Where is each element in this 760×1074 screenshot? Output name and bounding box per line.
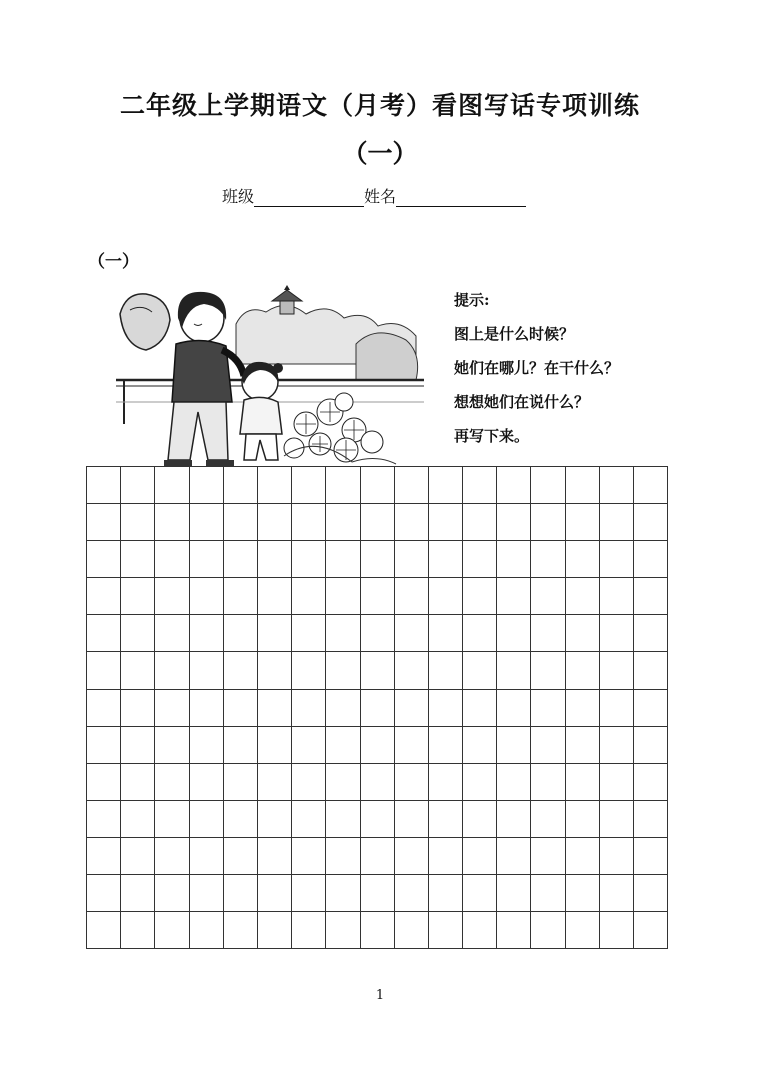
worksheet-title: 二年级上学期语文（月考）看图写话专项训练: [119, 91, 640, 120]
grid-cell[interactable]: [121, 541, 155, 578]
grid-row: [87, 689, 668, 726]
grid-row: [87, 837, 668, 874]
grid-cell[interactable]: [565, 689, 599, 726]
grid-cell[interactable]: [87, 578, 121, 615]
grid-cell[interactable]: [634, 615, 668, 652]
grid-cell[interactable]: [634, 800, 668, 837]
grid-cell[interactable]: [326, 837, 360, 874]
grid-cell[interactable]: [257, 467, 291, 504]
grid-cell[interactable]: [463, 763, 497, 800]
grid-cell[interactable]: [565, 726, 599, 763]
grid-cell[interactable]: [87, 652, 121, 689]
grid-cell[interactable]: [121, 837, 155, 874]
grid-cell[interactable]: [428, 726, 462, 763]
grid-cell[interactable]: [189, 800, 223, 837]
grid-cell[interactable]: [121, 800, 155, 837]
grid-cell[interactable]: [634, 467, 668, 504]
grid-cell[interactable]: [394, 467, 428, 504]
grid-cell[interactable]: [599, 837, 633, 874]
grid-cell[interactable]: [634, 763, 668, 800]
grid-cell[interactable]: [634, 726, 668, 763]
grid-cell[interactable]: [394, 541, 428, 578]
grid-cell[interactable]: [394, 689, 428, 726]
grid-cell[interactable]: [565, 541, 599, 578]
grid-cell[interactable]: [463, 615, 497, 652]
grid-cell[interactable]: [257, 541, 291, 578]
grid-cell[interactable]: [223, 763, 257, 800]
grid-cell[interactable]: [463, 541, 497, 578]
grid-cell[interactable]: [428, 837, 462, 874]
grid-cell[interactable]: [565, 467, 599, 504]
grid-cell[interactable]: [565, 504, 599, 541]
hints-box: [454, 283, 619, 453]
grid-cell[interactable]: [87, 504, 121, 541]
grid-cell[interactable]: [326, 800, 360, 837]
grid-cell[interactable]: [189, 615, 223, 652]
grid-cell[interactable]: [87, 875, 121, 912]
grid-cell[interactable]: [565, 912, 599, 949]
grid-cell[interactable]: [189, 578, 223, 615]
grid-cell[interactable]: [121, 467, 155, 504]
grid-cell[interactable]: [257, 652, 291, 689]
grid-cell[interactable]: [463, 689, 497, 726]
grid-cell[interactable]: [292, 800, 326, 837]
grid-cell[interactable]: [223, 912, 257, 949]
grid-cell[interactable]: [121, 615, 155, 652]
grid-cell[interactable]: [121, 578, 155, 615]
grid-cell[interactable]: [394, 578, 428, 615]
grid-cell[interactable]: [326, 652, 360, 689]
grid-cell[interactable]: [155, 689, 189, 726]
grid-cell[interactable]: [634, 689, 668, 726]
grid-cell[interactable]: [223, 504, 257, 541]
grid-row: [87, 578, 668, 615]
grid-cell[interactable]: [497, 652, 531, 689]
grid-cell[interactable]: [463, 726, 497, 763]
grid-cell[interactable]: [394, 837, 428, 874]
grid-cell[interactable]: [189, 763, 223, 800]
grid-cell[interactable]: [292, 763, 326, 800]
grid-cell[interactable]: [497, 504, 531, 541]
grid-cell[interactable]: [292, 912, 326, 949]
grid-cell[interactable]: [155, 912, 189, 949]
grid-cell[interactable]: [599, 652, 633, 689]
grid-cell[interactable]: [326, 504, 360, 541]
grid-cell[interactable]: [531, 467, 565, 504]
grid-cell[interactable]: [223, 800, 257, 837]
grid-cell[interactable]: [599, 800, 633, 837]
grid-cell[interactable]: [360, 800, 394, 837]
grid-cell[interactable]: [360, 726, 394, 763]
student-info-line: [222, 184, 526, 207]
grid-cell[interactable]: [463, 800, 497, 837]
grid-cell[interactable]: [257, 504, 291, 541]
grid-cell[interactable]: [189, 652, 223, 689]
grid-cell[interactable]: [394, 504, 428, 541]
grid-cell[interactable]: [531, 837, 565, 874]
grid-cell[interactable]: [223, 652, 257, 689]
grid-cell[interactable]: [326, 689, 360, 726]
grid-cell[interactable]: [497, 689, 531, 726]
grid-cell[interactable]: [394, 912, 428, 949]
grid-cell[interactable]: [599, 689, 633, 726]
grid-cell[interactable]: [360, 504, 394, 541]
grid-cell[interactable]: [531, 763, 565, 800]
grid-cell[interactable]: [360, 875, 394, 912]
grid-cell[interactable]: [155, 726, 189, 763]
grid-cell[interactable]: [634, 912, 668, 949]
grid-row: [87, 467, 668, 504]
grid-cell[interactable]: [531, 615, 565, 652]
grid-cell[interactable]: [292, 578, 326, 615]
grid-cell[interactable]: [223, 578, 257, 615]
grid-cell[interactable]: [531, 800, 565, 837]
grid-cell[interactable]: [565, 652, 599, 689]
grid-cell[interactable]: [497, 763, 531, 800]
grid-cell[interactable]: [360, 578, 394, 615]
grid-cell[interactable]: [223, 875, 257, 912]
grid-cell[interactable]: [223, 689, 257, 726]
grid-cell[interactable]: [87, 541, 121, 578]
hint-line: 图上是什么时候？: [454, 325, 575, 343]
hint-line: 想想她们在说什么？: [454, 393, 590, 411]
grid-cell[interactable]: [394, 652, 428, 689]
grid-cell[interactable]: [599, 912, 633, 949]
grid-row: [87, 615, 668, 652]
grid-cell[interactable]: [87, 615, 121, 652]
grid-cell[interactable]: [531, 578, 565, 615]
grid-cell[interactable]: [257, 689, 291, 726]
grid-cell[interactable]: [463, 875, 497, 912]
grid-cell[interactable]: [155, 652, 189, 689]
grid-cell[interactable]: [394, 726, 428, 763]
grid-cell[interactable]: [428, 800, 462, 837]
grid-cell[interactable]: [326, 875, 360, 912]
grid-cell[interactable]: [634, 578, 668, 615]
class-label: 班级: [222, 187, 255, 206]
grid-cell[interactable]: [463, 467, 497, 504]
grid-cell[interactable]: [565, 615, 599, 652]
grid-cell[interactable]: [497, 467, 531, 504]
hint-line: 她们在哪儿？在干什么？: [454, 359, 620, 377]
grid-cell[interactable]: [155, 578, 189, 615]
grid-cell[interactable]: [87, 912, 121, 949]
section-number: （一）: [88, 252, 139, 272]
grid-cell[interactable]: [497, 837, 531, 874]
writing-grid[interactable]: [86, 466, 668, 949]
grid-row: [87, 726, 668, 763]
grid-cell[interactable]: [531, 652, 565, 689]
grid-row: [87, 800, 668, 837]
grid-cell[interactable]: [189, 467, 223, 504]
grid-cell[interactable]: [189, 726, 223, 763]
class-blank[interactable]: [254, 190, 364, 207]
grid-cell[interactable]: [189, 541, 223, 578]
grid-cell[interactable]: [155, 875, 189, 912]
grid-cell[interactable]: [292, 726, 326, 763]
grid-cell[interactable]: [634, 541, 668, 578]
grid-cell[interactable]: [155, 837, 189, 874]
grid-cell[interactable]: [326, 912, 360, 949]
grid-cell[interactable]: [257, 800, 291, 837]
grid-cell[interactable]: [257, 763, 291, 800]
grid-cell[interactable]: [292, 837, 326, 874]
grid-cell[interactable]: [428, 652, 462, 689]
grid-cell[interactable]: [360, 689, 394, 726]
grid-cell[interactable]: [87, 726, 121, 763]
hint-line: 再写下来。: [454, 427, 530, 445]
grid-cell[interactable]: [394, 763, 428, 800]
grid-cell[interactable]: [634, 875, 668, 912]
grid-cell[interactable]: [223, 541, 257, 578]
grid-cell[interactable]: [326, 763, 360, 800]
grid-cell[interactable]: [155, 763, 189, 800]
grid-cell[interactable]: [531, 912, 565, 949]
grid-cell[interactable]: [497, 615, 531, 652]
name-blank[interactable]: [396, 190, 526, 207]
grid-cell[interactable]: [326, 726, 360, 763]
grid-cell[interactable]: [360, 652, 394, 689]
grid-cell[interactable]: [292, 615, 326, 652]
grid-cell[interactable]: [394, 615, 428, 652]
grid-cell[interactable]: [599, 726, 633, 763]
grid-cell[interactable]: [223, 615, 257, 652]
grid-cell[interactable]: [565, 875, 599, 912]
grid-cell[interactable]: [360, 467, 394, 504]
grid-cell[interactable]: [634, 837, 668, 874]
grid-cell[interactable]: [634, 652, 668, 689]
grid-cell[interactable]: [87, 837, 121, 874]
grid-cell[interactable]: [360, 541, 394, 578]
grid-cell[interactable]: [223, 467, 257, 504]
grid-cell[interactable]: [428, 541, 462, 578]
grid-row: [87, 504, 668, 541]
grid-cell[interactable]: [257, 615, 291, 652]
grid-cell[interactable]: [565, 837, 599, 874]
grid-cell[interactable]: [531, 726, 565, 763]
grid-cell[interactable]: [121, 652, 155, 689]
grid-cell[interactable]: [497, 541, 531, 578]
name-label: 姓名: [364, 187, 397, 206]
grid-cell[interactable]: [189, 837, 223, 874]
grid-cell[interactable]: [121, 504, 155, 541]
grid-cell[interactable]: [565, 578, 599, 615]
grid-cell[interactable]: [428, 467, 462, 504]
grid-cell[interactable]: [463, 652, 497, 689]
grid-cell[interactable]: [223, 837, 257, 874]
grid-cell[interactable]: [463, 578, 497, 615]
grid-cell[interactable]: [292, 652, 326, 689]
grid-cell[interactable]: [428, 912, 462, 949]
mother-daughter-chrysanthemum-illustration: [116, 284, 424, 468]
grid-cell[interactable]: [599, 763, 633, 800]
grid-cell[interactable]: [428, 615, 462, 652]
grid-cell[interactable]: [326, 467, 360, 504]
grid-cell[interactable]: [599, 504, 633, 541]
grid-cell[interactable]: [428, 689, 462, 726]
grid-cell[interactable]: [257, 912, 291, 949]
grid-cell[interactable]: [87, 763, 121, 800]
grid-cell[interactable]: [155, 467, 189, 504]
grid-cell[interactable]: [155, 504, 189, 541]
grid-cell[interactable]: [155, 615, 189, 652]
grid-cell[interactable]: [599, 541, 633, 578]
grid-row: [87, 652, 668, 689]
grid-cell[interactable]: [497, 875, 531, 912]
grid-cell[interactable]: [326, 541, 360, 578]
grid-row: [87, 541, 668, 578]
hints-heading: 提示:: [454, 291, 490, 309]
grid-cell[interactable]: [497, 912, 531, 949]
grid-cell[interactable]: [189, 912, 223, 949]
grid-cell[interactable]: [257, 578, 291, 615]
grid-cell[interactable]: [257, 726, 291, 763]
grid-cell[interactable]: [292, 504, 326, 541]
grid-cell[interactable]: [292, 689, 326, 726]
grid-cell[interactable]: [463, 837, 497, 874]
grid-cell[interactable]: [189, 504, 223, 541]
grid-cell[interactable]: [292, 541, 326, 578]
grid-cell[interactable]: [87, 467, 121, 504]
grid-cell[interactable]: [463, 504, 497, 541]
grid-cell[interactable]: [223, 726, 257, 763]
grid-row: [87, 763, 668, 800]
grid-cell[interactable]: [155, 800, 189, 837]
grid-cell[interactable]: [121, 689, 155, 726]
grid-cell[interactable]: [565, 763, 599, 800]
grid-cell[interactable]: [428, 504, 462, 541]
grid-row: [87, 912, 668, 949]
grid-cell[interactable]: [121, 912, 155, 949]
grid-cell[interactable]: [634, 504, 668, 541]
grid-cell[interactable]: [394, 800, 428, 837]
grid-cell[interactable]: [360, 837, 394, 874]
grid-cell[interactable]: [497, 726, 531, 763]
grid-cell[interactable]: [360, 912, 394, 949]
grid-cell[interactable]: [428, 763, 462, 800]
grid-cell[interactable]: [292, 467, 326, 504]
grid-cell[interactable]: [326, 615, 360, 652]
grid-cell[interactable]: [599, 875, 633, 912]
grid-cell[interactable]: [463, 912, 497, 949]
grid-cell[interactable]: [599, 467, 633, 504]
grid-cell[interactable]: [497, 578, 531, 615]
grid-cell[interactable]: [121, 875, 155, 912]
grid-cell[interactable]: [531, 541, 565, 578]
grid-cell[interactable]: [121, 726, 155, 763]
grid-cell[interactable]: [155, 541, 189, 578]
grid-cell[interactable]: [531, 875, 565, 912]
grid-cell[interactable]: [121, 763, 155, 800]
grid-cell[interactable]: [599, 578, 633, 615]
grid-cell[interactable]: [326, 578, 360, 615]
grid-cell[interactable]: [497, 800, 531, 837]
grid-cell[interactable]: [428, 578, 462, 615]
grid-cell[interactable]: [292, 875, 326, 912]
grid-cell[interactable]: [394, 875, 428, 912]
grid-cell[interactable]: [531, 689, 565, 726]
grid-cell[interactable]: [599, 615, 633, 652]
grid-cell[interactable]: [189, 689, 223, 726]
worksheet-subtitle: （一）: [342, 139, 418, 168]
grid-row: [87, 875, 668, 912]
grid-cell[interactable]: [257, 875, 291, 912]
grid-cell[interactable]: [257, 837, 291, 874]
grid-cell[interactable]: [189, 875, 223, 912]
grid-cell[interactable]: [428, 875, 462, 912]
page-number: 1: [375, 988, 385, 1003]
grid-cell[interactable]: [360, 615, 394, 652]
grid-cell[interactable]: [565, 800, 599, 837]
grid-cell[interactable]: [87, 689, 121, 726]
grid-cell[interactable]: [531, 504, 565, 541]
grid-cell[interactable]: [360, 763, 394, 800]
grid-cell[interactable]: [87, 800, 121, 837]
